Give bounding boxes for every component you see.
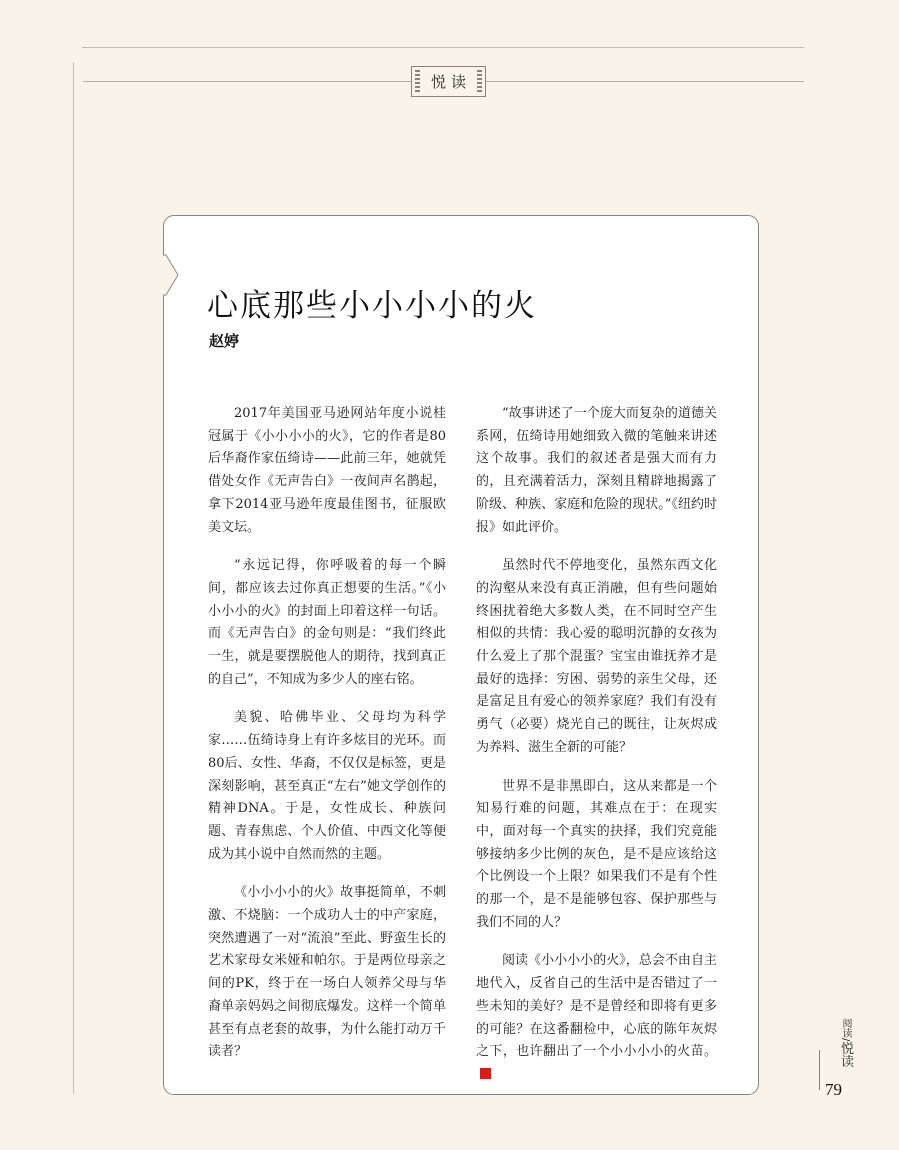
top-rule bbox=[82, 47, 804, 48]
paragraph-final-text: 阅读《小小小小的火》，总会不由自主地代入，反省自己的生活中是否错过了一些未知的美好？是不是曾经和即将有更多的可能？在这番翻检中，心底的陈年灰烬之下，也许翻出了一个小小小小的火苗。 bbox=[476, 953, 717, 1060]
folio-slash-icon: / bbox=[840, 1038, 851, 1042]
paragraph: 虽然时代不停地变化，虽然东西文化的沟壑从来没有真正消融，但有些问题始终困扰着绝大多数人类，在不同时空产生相似的共情：我心爱的聪明沉静的女孩为什么爱上了那个混蛋？宝宝由谁抚养才是最好的选择：穷困、弱势的亲生父母，还是富足且有爱心的领养家庭？我们有没有勇气（必要）烧光自己的既往，让灰烬成为养料、滋生全新的可能？ bbox=[476, 558, 717, 755]
article-title: 心底那些小小小小的火 bbox=[207, 288, 537, 324]
article-author: 赵婷 bbox=[209, 332, 240, 350]
folio-section-small: 阅读 bbox=[840, 1018, 851, 1038]
article-column-left bbox=[208, 403, 446, 1080]
end-mark-icon bbox=[480, 1068, 491, 1079]
folio-section-large: 悦读 bbox=[838, 1041, 853, 1068]
header-rule-left bbox=[83, 81, 412, 82]
left-margin-rule bbox=[73, 62, 74, 1094]
paragraph: 2017年美国亚马逊网站年度小说桂冠属于《小小小小的火》，它的作者是80后华裔作家伍绮诗——此前三年，她就凭借处女作《无声告白》一夜间声名鹊起，拿下2014亚马逊年度最佳图书，征服欧美文坛。 bbox=[208, 406, 446, 535]
paragraph: 世界不是非黑即白，这从来都是一个知易行难的问题，其难点在于：在现实中，面对每一个真实的抉择，我们究竟能够接纳多少比例的灰色，是不是应该给这个比例设一个上限？如果我们不是有个性的那一个，是不是能够包容、保护那些与我们不同的人？ bbox=[476, 778, 717, 930]
paragraph: 美貌、哈佛毕业、父母均为科学家……伍绮诗身上有许多炫目的光环。而80后、女性、华裔，不仅仅是标签，更是深刻影响，甚至真正“左右”她文学创作的精神DNA。于是，女性成长、种族问题、青春焦虑、个人价值、中西文化等便成为其小说中自然而然的主题。 bbox=[208, 710, 446, 862]
paragraph: “故事讲述了一个庞大而复杂的道德关系网，伍绮诗用她细致入微的笔触来讲述这个故事。我们的叙述者是强大而有力的，且充满着活力，深刻且精辟地揭露了阶级、种族、家庭和危险的现状。”《纽约时报》如此评价。 bbox=[476, 406, 717, 535]
card-notch-outline bbox=[152, 254, 180, 296]
section-badge-label: 悦读 bbox=[430, 73, 471, 91]
page-number: 79 bbox=[825, 1080, 842, 1099]
paragraph-final bbox=[476, 950, 717, 1086]
folio-rule bbox=[819, 1050, 820, 1090]
paragraph: 《小小小小的火》故事挺简单，不刺激、不烧脑：一个成功人士的中产家庭，突然遭遇了一对“流浪”至此、野蛮生长的艺术家母女米娅和帕尔。于是两位母亲之间的PK，终于在一场白人领养父母与华裔单亲妈妈之间彻底爆发。这样一个简单甚至有点老套的故事，为什么能打动万千读者？ bbox=[208, 885, 446, 1060]
section-badge bbox=[411, 66, 486, 97]
paragraph: “永远记得，你呼吸着的每一个瞬间，都应该去过你真正想要的生活。”《小小小小的火》的封面上印着这样一句话。而《无声告白》的金句则是：“我们终此一生，就是要摆脱他人的期待，找到真正的自己”，不知成为多少人的座右铭。 bbox=[208, 558, 446, 687]
header-rule-right bbox=[486, 81, 804, 82]
article-column-right bbox=[476, 403, 717, 1103]
folio-section bbox=[837, 1018, 855, 1067]
